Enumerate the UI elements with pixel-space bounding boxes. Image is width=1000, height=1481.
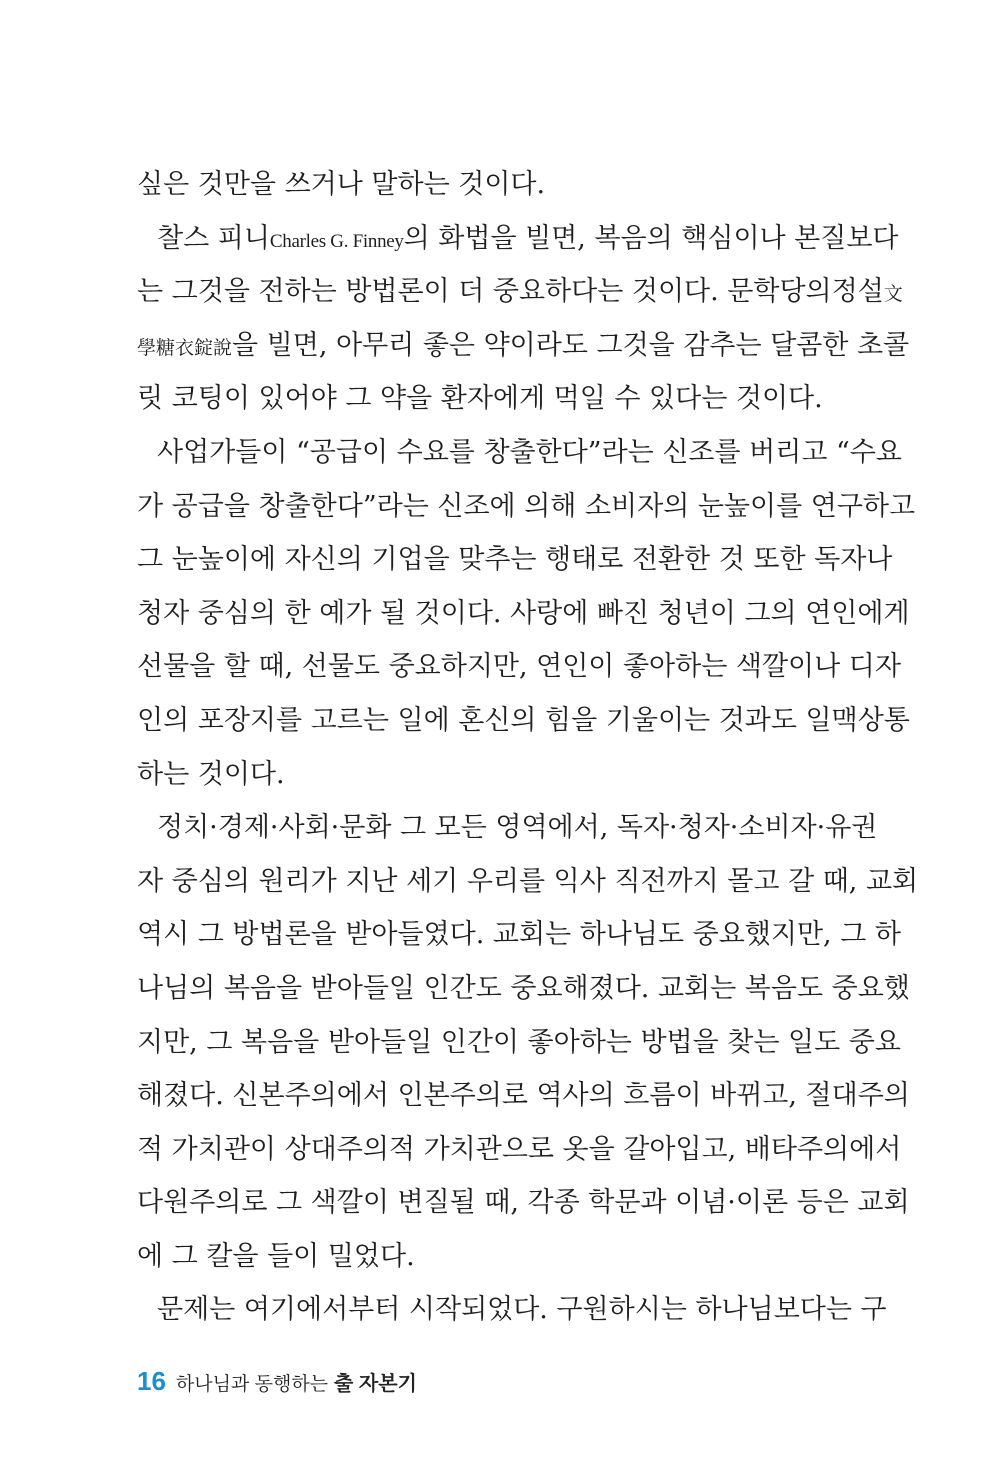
text-line: 싶은 것만을 쓰거나 말하는 것이다.: [137, 169, 546, 200]
text-line: 선물을 할 때, 선물도 중요하지만, 연인이 좋아하는 색깔이나 디자: [137, 651, 901, 683]
hanja-term: 學糖衣錠說: [137, 336, 233, 359]
text-line: 에 그 칼을 들이 밀었다.: [137, 1240, 415, 1272]
page-footer: [137, 1366, 417, 1397]
text-line: 다원주의로 그 색깔이 변질될 때, 각종 학문과 이념·이론 등은 교회: [137, 1187, 910, 1219]
text-line: 릿 코팅이 있어야 그 약을 환자에게 먹일 수 있다는 것이다.: [137, 383, 823, 415]
text-line: 하는 것이다.: [137, 758, 285, 790]
text-line: 청자 중심의 한 예가 될 것이다. 사랑에 빠진 청년이 그의 연인에게: [137, 597, 910, 629]
text-line: 지만, 그 복음을 받아들일 인간이 좋아하는 방법을 찾는 일도 중요: [137, 1026, 901, 1058]
text-line: [137, 265, 903, 319]
text-segment: 을 빌면, 아무리 좋은 약이라도 그것을 감추는 달콤한 초콜: [232, 329, 910, 361]
book-title-prefix: 하나님과 동행하는: [175, 1374, 329, 1395]
book-title-main: 출 자본기: [334, 1373, 417, 1395]
text-line: 인의 포장지를 고르는 일에 혼신의 힘을 기울이는 것과도 일맥상통: [137, 704, 910, 736]
text-line: 해졌다. 신본주의에서 인본주의로 역사의 흐름이 바뀌고, 절대주의: [137, 1080, 910, 1112]
page-number: 16: [137, 1366, 166, 1396]
hanja-term: 文: [883, 283, 903, 306]
text-line: 그 눈높이에 자신의 기업을 맞추는 행태로 전환한 것 또한 독자나: [137, 544, 893, 576]
text-segment: 는 그것을 전하는 방법론이 더 중요하다는 것이다. 문학당의정설: [137, 276, 884, 308]
text-line: 적 가치관이 상대주의적 가치관으로 옷을 갈아입고, 배타주의에서: [137, 1133, 902, 1165]
text-line: 정치·경제·사회·문화 그 모든 영역에서, 독자·청자·소비자·유권: [157, 812, 878, 844]
korean-name: 찰스 피니: [157, 222, 270, 254]
latin-name: Charles G. Finney: [269, 230, 404, 252]
text-line: 가 공급을 창출한다”라는 신조에 의해 소비자의 눈높이를 연구하고: [137, 490, 916, 522]
body-text: [137, 158, 919, 1337]
text-line: 나님의 복음을 받아들일 인간도 중요해졌다. 교회는 복음도 중요했: [137, 972, 910, 1004]
text-line: [137, 319, 910, 373]
text-line: 사업가들이 “공급이 수요를 창출한다”라는 신조를 버리고 “수요: [157, 436, 902, 468]
text-line: 역시 그 방법론을 받아들였다. 교회는 하나님도 중요했지만, 그 하: [137, 919, 901, 951]
text-segment: 의 화법을 빌면, 복음의 핵심이나 본질보다: [403, 222, 899, 254]
text-line: 문제는 여기에서부터 시작되었다. 구원하시는 하나님보다는 구: [157, 1294, 887, 1326]
text-line: 자 중심의 원리가 지난 세기 우리를 익사 직전까지 몰고 갈 때, 교회: [137, 865, 919, 897]
text-line: [137, 212, 899, 266]
